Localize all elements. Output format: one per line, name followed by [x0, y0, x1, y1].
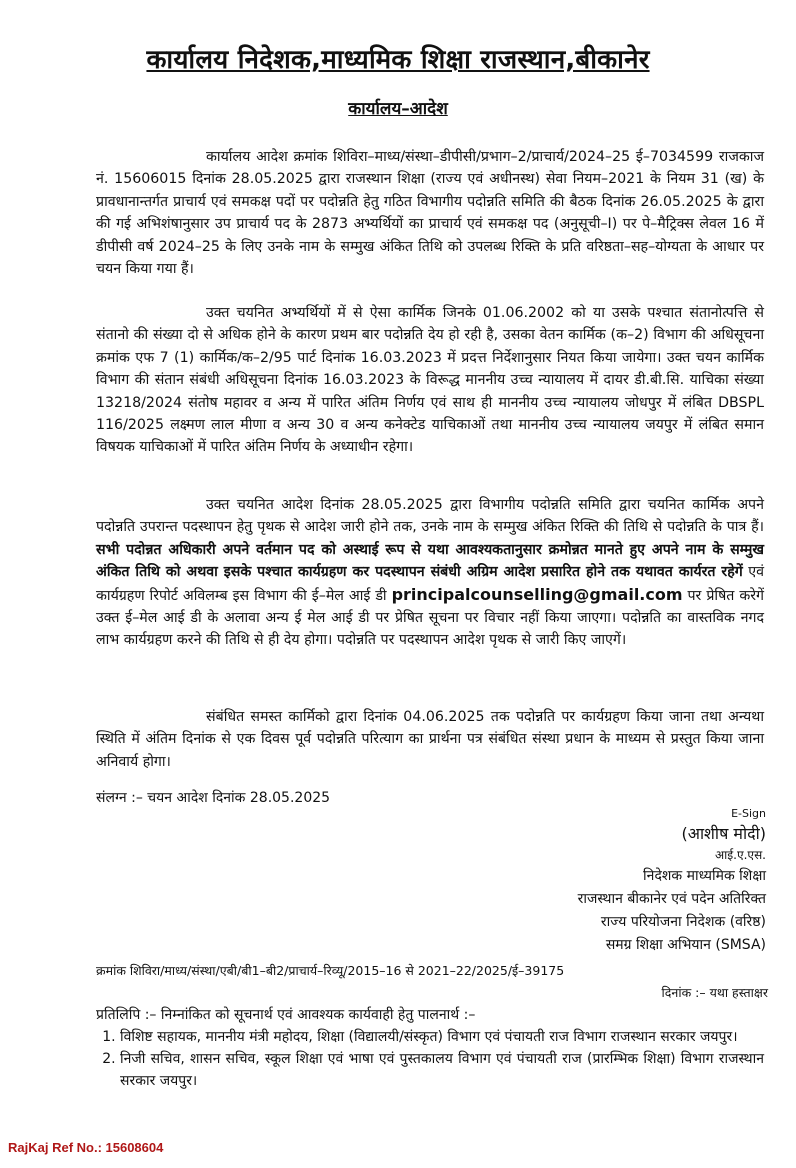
paragraph-3 [96, 494, 764, 652]
signatory-name: (आशीष मोदी) [681, 824, 766, 843]
order-heading: कार्यालय–आदेश [348, 99, 448, 119]
copy-heading: प्रतिलिपि :– निम्नांकित को सूचनार्थ एवं आवश्यक कार्यवाही हेतु पालनार्थ :– [96, 1007, 476, 1023]
designation-line-4: समग्र शिक्षा अभियान (SMSA) [605, 937, 766, 953]
copy-list [96, 1026, 764, 1092]
email-address: principalcounselling@gmail.com [391, 584, 683, 604]
designation-line-1: निदेशक माध्यमिक शिक्षा [643, 868, 766, 884]
copy-list-item: 2. निजी सचिव, शासन सचिव, स्कूल शिक्षा एवं भाषा एवं पुस्तकालय विभाग एवं पंचायती राज (प्रारम्भिक शिक्षा) विभाग राजस्थान सरकार जयपुर। [120, 1048, 764, 1092]
esign-label: E-Sign [731, 807, 766, 820]
paragraph-3-end: पर प्रेषित करेगें उक्त ई–मेल आई डी के अलावा अन्य ई मेल आई डी पर प्रेषित सूचना पर विचार नहीं किया जाएगा। पदोन्नति का वास्तविक नगद लाभ कार्यग्रहण करने की तिथि से ही देय होगा। पदोन्नति पर पदस्थापन आदेश पृथक से जारी किए जाएगें। [96, 587, 765, 649]
paragraph-3-bold-instruction: सभी पदोन्नत अधिकारी अपने वर्तमान पद को अस्थाई रूप से यथा आवश्यकतानुसार क्रमोन्नत मानते हुए अपने नाम के सम्मुख अंकित तिथि को अथवा इसके पश्चात कार्यग्रहण कर पदस्थापन संबंधी अग्रिम आदेश प्रसारित होने तक यथावत कार्यरत रहेगें [96, 541, 764, 581]
copy-list-item: 1. विशिष्ट सहायक, माननीय मंत्री महोदय, शिक्षा (विद्यालयी/संस्कृत) विभाग एवं पंचायती राज विभाग राजस्थान सरकार जयपुर। [120, 1026, 764, 1048]
reference-date: दिनांक :– यथा हस्ताक्षर [661, 985, 768, 1000]
paragraph-1: कार्यालय आदेश क्रमांक शिविरा–माध्य/संस्था–डीपीसी/प्रभाग–2/प्राचार्य/2024–25 ई–7034599 राजकाज नं. 15606015 दिनांक 28.05.2025 द्वारा राजस्थान शिक्षा (राज्य एवं अधीनस्थ) सेवा नियम–2021 के नियम 31 (ख) के प्रावधानान्तर्गत प्राचार्य एवं समकक्ष पदों पर पदोन्नति हेतु गठित विभागीय पदोन्नति समिति की बैठक दिनांक 26.05.2025 के द्वारा की गई अभिशंषानुसार उप प्राचार्य पद के 2873 अभ्यर्थियों का प्राचार्य एवं समकक्ष पद (अनुसूची–I) पर पे–मैट्रिक्स लेवल 16 में डीपीसी वर्ष 2024–25 के लिए उनके नाम के सम्मुख अंकित तिथि को उपलब्ध रिक्ति के प्रति वरिष्ठता–सह–योग्यता के आधार पर चयन किया गया हैं। [96, 149, 764, 278]
attachment-note: संलग्न :– चयन आदेश दिनांक 28.05.2025 [96, 790, 331, 806]
rajkaj-reference: RajKaj Ref No.: 15608604 [8, 1140, 164, 1155]
paragraph-2: उक्त चयनित अभ्यर्थियों में से ऐसा कार्मिक जिनके 01.06.2002 को या उसके पश्चात संतानोत्पत्ति से संतानो की संख्या दो से अधिक होने के कारण प्रथम बार पदोन्नति देय हो रही है, उसका वेतन कार्मिक (क–2) विभाग की अधिसूचना क्रमांक एफ 7 (1) कार्मिक/क–2/95 पार्ट दिनांक 16.03.2023 में प्रदत्त निर्देशानुसार नियत किया जायेगा। उक्त चयन कार्मिक विभाग की संतान संबंधी अधिसूचना दिनांक 16.03.2023 के विरूद्ध माननीय उच्च न्यायालय में दायर डी.बी.सि. याचिका संख्या 13218/2024 संतोष महावर व अन्य में पारित अंतिम निर्णय एवं साथ ही माननीय उच्च न्यायालय जोधपुर में लंबित DBSPL 116/2025 लक्ष्मण लाल मीणा व अन्य 30 व अन्य कनेक्टेड याचिकाओं तथा माननीय उच्च न्यायालय जयपुर में लंबित समान विषयक याचिकाओं में पारित अंतिम निर्णय के अध्याधीन रहेगा। [96, 305, 764, 456]
copy-section [96, 1004, 764, 1092]
paragraph-4: संबंधित समस्त कार्मिको द्वारा दिनांक 04.06.2025 तक पदोन्नति पर कार्यग्रहण किया जाना तथा अन्यथा स्थिति में अंतिम दिनांक से एक दिवस पूर्व पदोन्नति परित्याग का प्रार्थना पत्र संबंधित संस्था प्रधान के माध्यम से प्रस्तुत किया जाना अनिवार्य होगा। [96, 709, 764, 770]
designation-line-2: राजस्थान बीकानेर एवं पदेन अतिरिक्त [577, 891, 766, 907]
designation-line-3: राज्य परियोजना निदेशक (वरिष्ठ) [600, 914, 766, 930]
signatory-service: आई.ए.एस. [715, 848, 766, 862]
reference-number: क्रमांक शिविरा/माध्य/संस्था/एबी/बी1–बी2/प्राचार्य–रिव्यू/2015–16 से 2021–22/2025/ई–39175 [96, 963, 565, 978]
paragraph-3-mid: एवं कार्यग्रहण रिपोर्ट अविलम्ब इस विभाग की ई–मेल आई डी [96, 564, 764, 604]
office-title: कार्यालय निदेशक,माध्यमिक शिक्षा राजस्थान,बीकानेर [146, 45, 650, 75]
paragraph-3-intro: उक्त चयनित आदेश दिनांक 28.05.2025 द्वारा विभागीय पदोन्नति समिति द्वारा चयनित कार्मिक अपने पदोन्नति उपरान्त पदस्थापन हेतु पृथक से आदेश जारी होने तक, उनके नाम के सम्मुख अंकित रिक्ति की तिथि से पदोन्नति के पात्र हैं। [96, 497, 764, 536]
signature-block [446, 806, 766, 957]
